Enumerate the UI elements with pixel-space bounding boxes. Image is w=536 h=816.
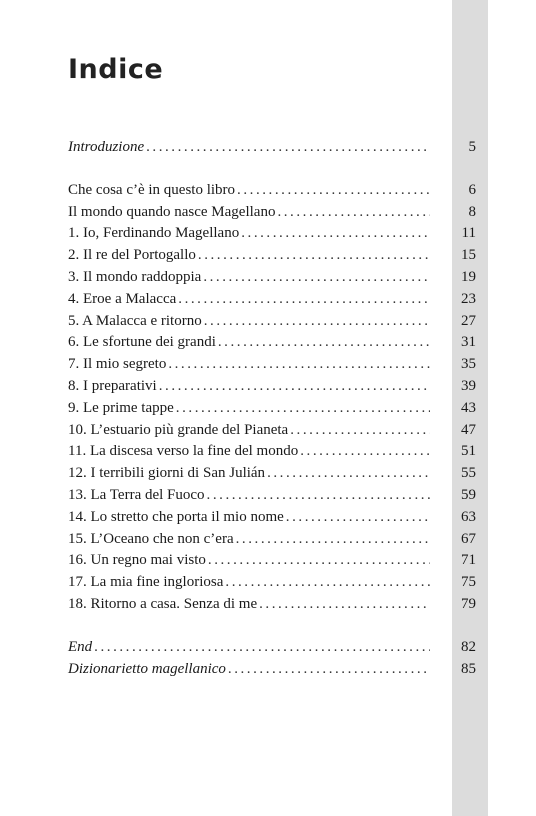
toc-entry-page: 31 [461, 334, 476, 351]
toc-entry-label: 12. I terribili giorni di San Julián [68, 465, 266, 482]
toc-entry[interactable] [68, 332, 476, 354]
dot-leader [286, 507, 430, 529]
dot-leader [300, 441, 430, 463]
toc-entry-page: 5 [468, 139, 476, 155]
toc-entry-page: 19 [461, 268, 476, 285]
toc-entry-label: 14. Lo stretto che porta il mio nome [68, 508, 284, 525]
toc-entry-page: 8 [468, 203, 476, 220]
dot-leader [198, 245, 430, 267]
toc-entry[interactable] [68, 594, 476, 616]
toc-entry-label: 13. La Terra del Fuoco [68, 486, 205, 503]
dot-leader [267, 463, 430, 485]
toc-entry-label: 5. A Malacca e ritorno [68, 312, 202, 329]
toc-entry-label: 8. I preparativi [68, 377, 157, 394]
dot-leader [207, 485, 430, 507]
toc-entry-page: 55 [461, 465, 476, 482]
toc-entry-page: 63 [461, 508, 476, 525]
dot-leader [94, 637, 430, 659]
dot-leader [218, 332, 430, 354]
dot-leader [241, 223, 430, 245]
toc-entry-page: 51 [461, 443, 476, 460]
section-gap [68, 159, 476, 180]
toc-entry-page: 35 [461, 356, 476, 373]
toc-entry-page: 23 [461, 290, 476, 307]
dot-leader [208, 550, 430, 572]
page-title: Indice [68, 54, 164, 85]
toc-entry[interactable] [68, 637, 476, 659]
toc-entry-label: 10. L’estuario più grande del Pianeta [68, 421, 289, 438]
dot-leader [204, 311, 430, 333]
toc-entry-page: 71 [461, 552, 476, 569]
toc-entry[interactable] [68, 398, 476, 420]
toc-entry-page: 6 [468, 181, 476, 198]
toc-entry[interactable] [68, 485, 476, 507]
toc-entry-label: 7. Il mio segreto [68, 356, 167, 373]
toc-entry[interactable] [68, 202, 476, 224]
dot-leader [237, 180, 430, 202]
dot-leader [146, 137, 430, 159]
toc-entry[interactable] [68, 354, 476, 376]
toc-entry-page: 79 [461, 595, 476, 612]
toc-entry[interactable] [68, 376, 476, 398]
toc-entry-label: 4. Eroe a Malacca [68, 290, 177, 307]
dot-leader [290, 420, 430, 442]
toc-entry-label: 6. Le sfortune dei grandi [68, 334, 216, 351]
dot-leader [225, 572, 430, 594]
toc-entry-label: Il mondo quando nasce Magellano [68, 203, 276, 220]
dot-leader [277, 202, 430, 224]
toc-entry[interactable] [68, 441, 476, 463]
toc-entry[interactable] [68, 267, 476, 289]
toc-entry-page: 59 [461, 486, 476, 503]
dot-leader [168, 354, 430, 376]
toc-entry[interactable] [68, 180, 476, 202]
toc-entry-page: 47 [461, 421, 476, 438]
toc-entry-page: 15 [461, 247, 476, 264]
appendix-list [68, 637, 476, 681]
toc-entry-label: Introduzione [68, 139, 145, 155]
dot-leader [203, 267, 430, 289]
dot-leader [159, 376, 430, 398]
toc-entry[interactable] [68, 245, 476, 267]
toc-entry[interactable] [68, 420, 476, 442]
toc-entry-label: 15. L’Oceano che non c’era [68, 530, 234, 547]
toc-entry-page: 82 [461, 638, 476, 655]
toc-entry-page: 11 [461, 225, 476, 242]
chapter-list [68, 180, 476, 616]
toc-entry[interactable] [68, 572, 476, 594]
toc-entry-page: 75 [461, 574, 476, 591]
right-margin [488, 0, 536, 816]
toc-entry[interactable] [68, 529, 476, 551]
toc-entry-label: End [68, 638, 93, 655]
toc-entry-label: Che cosa c’è in questo libro [68, 181, 236, 198]
toc-entry-page: 67 [461, 530, 476, 547]
toc-entry-page: 39 [461, 377, 476, 394]
toc-entry-label: 2. Il re del Portogallo [68, 247, 196, 264]
dot-leader [228, 659, 430, 681]
toc-entry-label: Dizionarietto magellanico [68, 660, 226, 677]
toc-entry[interactable] [68, 289, 476, 311]
dot-leader [176, 398, 430, 420]
toc-entry-page: 27 [461, 312, 476, 329]
toc-entry-page: 43 [461, 399, 476, 416]
toc-entry-label: 17. La mia fine ingloriosa [68, 574, 224, 591]
toc-entry[interactable] [68, 223, 476, 245]
toc-entry-label: 18. Ritorno a casa. Senza di me [68, 595, 258, 612]
toc-entry-label: 3. Il mondo raddoppia [68, 268, 202, 285]
toc-entry[interactable] [68, 659, 476, 681]
section-gap [68, 616, 476, 637]
table-of-contents [68, 137, 476, 680]
toc-entry-label: 11. La discesa verso la fine del mondo [68, 443, 299, 460]
dot-leader [236, 529, 430, 551]
toc-entry[interactable] [68, 507, 476, 529]
toc-entry-intro[interactable] [68, 137, 476, 159]
dot-leader [259, 594, 430, 616]
toc-entry[interactable] [68, 463, 476, 485]
toc-entry[interactable] [68, 311, 476, 333]
toc-entry-label: 16. Un regno mai visto [68, 552, 206, 569]
toc-entry-label: 1. Io, Ferdinando Magellano [68, 225, 240, 242]
toc-entry-page: 85 [461, 660, 476, 677]
dot-leader [178, 289, 430, 311]
toc-entry[interactable] [68, 550, 476, 572]
toc-entry-label: 9. Le prime tappe [68, 399, 174, 416]
